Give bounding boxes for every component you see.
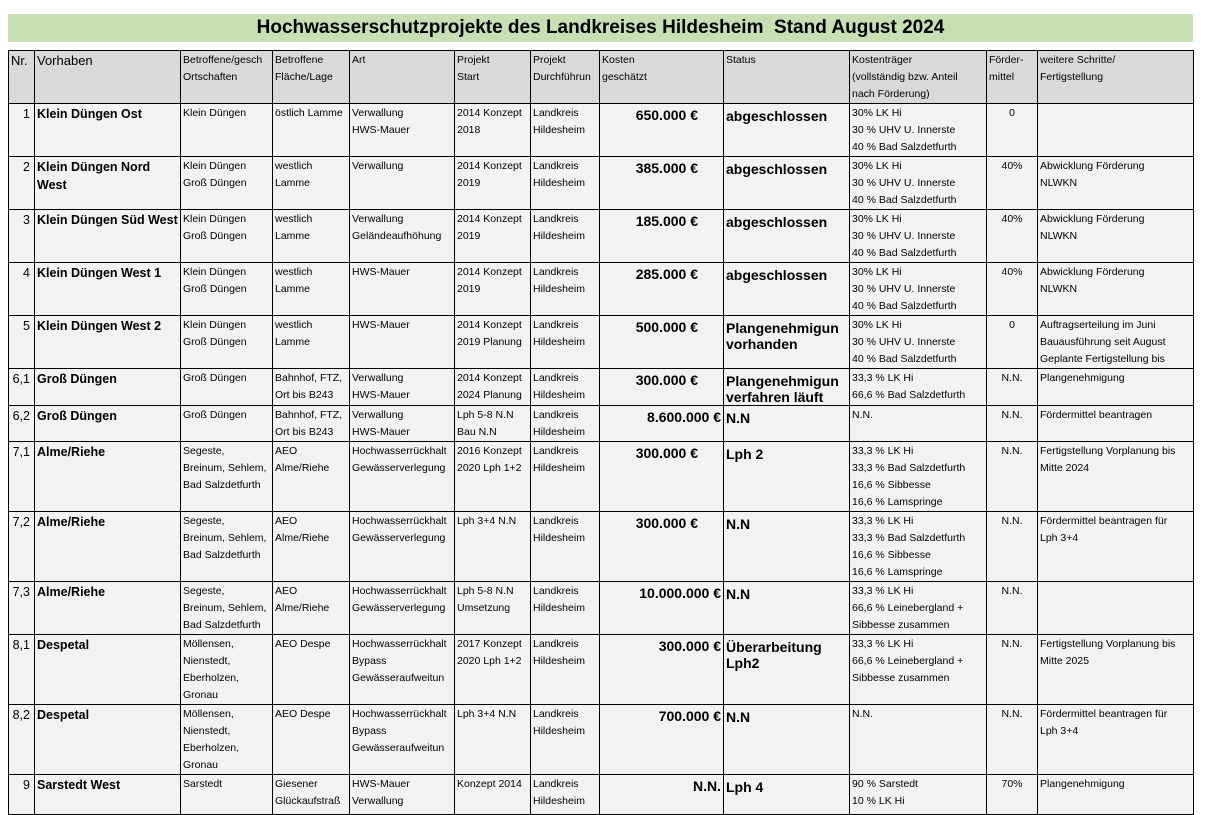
cell-status: abgeschlossen	[724, 210, 850, 263]
cell-art: Hochwasserrückhalt Gewässerverlegung	[350, 442, 455, 512]
cell-nr: 8,2	[9, 705, 35, 775]
table-row	[9, 635, 1194, 705]
cell-ortschaften: Groß Düngen	[181, 369, 273, 406]
header-foerdermittel: Förder- mittel	[987, 51, 1038, 104]
table-row	[9, 775, 1194, 815]
cell-schritte: Abwicklung Förderung NLWKN	[1038, 263, 1194, 316]
cell-schritte: Plangenehmigung	[1038, 369, 1194, 406]
cell-durchfuehrung: Landkreis Hildesheim	[531, 157, 600, 210]
cell-ortschaften: Sarstedt	[181, 775, 273, 815]
header-flaeche: Betroffene Fläche/Lage	[273, 51, 350, 104]
cell-kosten: 500.000 €	[600, 316, 724, 369]
cell-ortschaften: Groß Düngen	[181, 406, 273, 442]
cell-status: N.N	[724, 582, 850, 635]
table-body	[9, 104, 1194, 815]
cell-kosten: 285.000 €	[600, 263, 724, 316]
cell-art: HWS-Mauer	[350, 316, 455, 369]
table-header-row	[9, 51, 1194, 104]
cell-schritte: Fördermittel beantragen für Lph 3+4	[1038, 705, 1194, 775]
cell-status: Lph 2	[724, 442, 850, 512]
cell-vorhaben: Despetal	[35, 705, 181, 775]
cell-start: 2017 Konzept 2020 Lph 1+2	[455, 635, 531, 705]
table-row	[9, 512, 1194, 582]
table-row	[9, 104, 1194, 157]
cell-kostentraeger: N.N.	[850, 406, 987, 442]
cell-start: Lph 5-8 N.N Umsetzung	[455, 582, 531, 635]
cell-nr: 6,1	[9, 369, 35, 406]
cell-kosten: 300.000 €	[600, 635, 724, 705]
cell-vorhaben: Klein Düngen West 1	[35, 263, 181, 316]
cell-flaeche: Bahnhof, FTZ, Ort bis B243	[273, 369, 350, 406]
cell-kostentraeger: 33,3 % LK Hi 66,6 % Bad Salzdetfurth	[850, 369, 987, 406]
cell-status: N.N	[724, 406, 850, 442]
cell-status: abgeschlossen	[724, 263, 850, 316]
cell-durchfuehrung: Landkreis Hildesheim	[531, 635, 600, 705]
table-row	[9, 705, 1194, 775]
cell-flaeche: AEO Alme/Riehe	[273, 442, 350, 512]
header-status: Status	[724, 51, 850, 104]
cell-start: Lph 3+4 N.N	[455, 705, 531, 775]
cell-vorhaben: Groß Düngen	[35, 406, 181, 442]
header-vorhaben: Vorhaben	[35, 51, 181, 104]
cell-flaeche: AEO Alme/Riehe	[273, 512, 350, 582]
cell-flaeche: Bahnhof, FTZ, Ort bis B243	[273, 406, 350, 442]
cell-status: abgeschlossen	[724, 104, 850, 157]
cell-start: 2014 Konzept 2024 Planung	[455, 369, 531, 406]
cell-art: Verwallung HWS-Mauer	[350, 104, 455, 157]
cell-foerdermittel: N.N.	[987, 705, 1038, 775]
cell-status: N.N	[724, 512, 850, 582]
cell-flaeche: Giesener Glückaufstraß	[273, 775, 350, 815]
cell-status: abgeschlossen	[724, 157, 850, 210]
cell-art: Hochwasserrückhalt Bypass Gewässeraufweitun	[350, 705, 455, 775]
cell-durchfuehrung: Landkreis Hildesheim	[531, 104, 600, 157]
cell-ortschaften: Segeste, Breinum, Sehlem, Bad Salzdetfurth	[181, 512, 273, 582]
cell-status: Überarbeitung Lph2	[724, 635, 850, 705]
cell-kostentraeger: 30% LK Hi 30 % UHV U. Innerste 40 % Bad Salzdetfurth	[850, 316, 987, 369]
cell-foerdermittel: 40%	[987, 263, 1038, 316]
cell-nr: 7,3	[9, 582, 35, 635]
cell-nr: 2	[9, 157, 35, 210]
cell-flaeche: östlich Lamme	[273, 104, 350, 157]
cell-foerdermittel: N.N.	[987, 582, 1038, 635]
cell-start: 2014 Konzept 2019	[455, 157, 531, 210]
cell-vorhaben: Sarstedt West	[35, 775, 181, 815]
header-start: Projekt Start	[455, 51, 531, 104]
cell-durchfuehrung: Landkreis Hildesheim	[531, 210, 600, 263]
cell-status: Lph 4	[724, 775, 850, 815]
projects-table	[8, 50, 1194, 815]
cell-nr: 5	[9, 316, 35, 369]
cell-start: Konzept 2014	[455, 775, 531, 815]
cell-vorhaben: Klein Düngen Süd West	[35, 210, 181, 263]
cell-schritte: Plangenehmigung	[1038, 775, 1194, 815]
cell-kosten: 650.000 €	[600, 104, 724, 157]
cell-vorhaben: Groß Düngen	[35, 369, 181, 406]
table-row	[9, 369, 1194, 406]
cell-ortschaften: Klein Düngen Groß Düngen	[181, 316, 273, 369]
table-row	[9, 442, 1194, 512]
cell-kosten: 300.000 €	[600, 369, 724, 406]
header-schritte: weitere Schritte/ Fertigstellung	[1038, 51, 1194, 104]
cell-start: 2014 Konzept 2019	[455, 263, 531, 316]
cell-foerdermittel: 0	[987, 104, 1038, 157]
cell-kosten: 10.000.000 €	[600, 582, 724, 635]
cell-kostentraeger: 30% LK Hi 30 % UHV U. Innerste 40 % Bad Salzdetfurth	[850, 104, 987, 157]
cell-ortschaften: Möllensen, Nienstedt, Eberholzen, Gronau	[181, 635, 273, 705]
cell-start: 2016 Konzept 2020 Lph 1+2	[455, 442, 531, 512]
cell-status: Plangenehmigun verfahren läuft	[724, 369, 850, 406]
cell-schritte	[1038, 104, 1194, 157]
cell-foerdermittel: N.N.	[987, 635, 1038, 705]
table-row	[9, 582, 1194, 635]
cell-nr: 3	[9, 210, 35, 263]
cell-art: HWS-Mauer	[350, 263, 455, 316]
cell-art: Verwallung	[350, 157, 455, 210]
cell-schritte: Fertigstellung Vorplanung bis Mitte 2024	[1038, 442, 1194, 512]
header-kosten: Kosten geschätzt	[600, 51, 724, 104]
cell-flaeche: westlich Lamme	[273, 157, 350, 210]
cell-flaeche: AEO Despe	[273, 635, 350, 705]
cell-nr: 7,2	[9, 512, 35, 582]
cell-kosten: 300.000 €	[600, 442, 724, 512]
cell-kosten: 8.600.000 €	[600, 406, 724, 442]
cell-flaeche: AEO Despe	[273, 705, 350, 775]
cell-schritte: Abwicklung Förderung NLWKN	[1038, 210, 1194, 263]
cell-durchfuehrung: Landkreis Hildesheim	[531, 442, 600, 512]
cell-foerdermittel: N.N.	[987, 369, 1038, 406]
cell-schritte	[1038, 582, 1194, 635]
cell-vorhaben: Klein Düngen West 2	[35, 316, 181, 369]
cell-vorhaben: Alme/Riehe	[35, 512, 181, 582]
cell-durchfuehrung: Landkreis Hildesheim	[531, 263, 600, 316]
cell-art: Verwallung HWS-Mauer	[350, 369, 455, 406]
cell-kosten: 700.000 €	[600, 705, 724, 775]
cell-vorhaben: Alme/Riehe	[35, 442, 181, 512]
cell-kosten: 185.000 €	[600, 210, 724, 263]
cell-vorhaben: Klein Düngen Nord West	[35, 157, 181, 210]
cell-durchfuehrung: Landkreis Hildesheim	[531, 705, 600, 775]
cell-schritte: Fördermittel beantragen für Lph 3+4	[1038, 512, 1194, 582]
cell-vorhaben: Alme/Riehe	[35, 582, 181, 635]
table-row	[9, 210, 1194, 263]
cell-nr: 1	[9, 104, 35, 157]
cell-nr: 8,1	[9, 635, 35, 705]
projects-table-container	[8, 50, 1193, 815]
page-title: Hochwasserschutzprojekte des Landkreises Hildesheim Stand August 2024	[8, 14, 1193, 42]
cell-flaeche: westlich Lamme	[273, 210, 350, 263]
cell-foerdermittel: 40%	[987, 157, 1038, 210]
cell-foerdermittel: 70%	[987, 775, 1038, 815]
cell-art: Verwallung Geländeaufhöhung	[350, 210, 455, 263]
cell-art: HWS-Mauer Verwallung	[350, 775, 455, 815]
cell-kostentraeger: 90 % Sarstedt 10 % LK Hi	[850, 775, 987, 815]
cell-status: N.N	[724, 705, 850, 775]
cell-flaeche: AEO Alme/Riehe	[273, 582, 350, 635]
table-row	[9, 263, 1194, 316]
cell-schritte: Fördermittel beantragen	[1038, 406, 1194, 442]
cell-start: 2014 Konzept 2018	[455, 104, 531, 157]
cell-ortschaften: Möllensen, Nienstedt, Eberholzen, Gronau	[181, 705, 273, 775]
cell-nr: 7,1	[9, 442, 35, 512]
cell-nr: 4	[9, 263, 35, 316]
cell-art: Hochwasserrückhalt Gewässerverlegung	[350, 512, 455, 582]
cell-ortschaften: Klein Düngen Groß Düngen	[181, 210, 273, 263]
cell-flaeche: westlich Lamme	[273, 316, 350, 369]
cell-art: Hochwasserrückhalt Bypass Gewässeraufweitun	[350, 635, 455, 705]
cell-vorhaben: Despetal	[35, 635, 181, 705]
table-row	[9, 406, 1194, 442]
cell-start: 2014 Konzept 2019 Planung	[455, 316, 531, 369]
cell-kostentraeger: 30% LK Hi 30 % UHV U. Innerste 40 % Bad Salzdetfurth	[850, 210, 987, 263]
cell-kosten: N.N.	[600, 775, 724, 815]
cell-foerdermittel: N.N.	[987, 406, 1038, 442]
cell-kostentraeger: 33,3 % LK Hi 33,3 % Bad Salzdetfurth 16,6 % Sibbesse 16,6 % Lamspringe	[850, 442, 987, 512]
cell-durchfuehrung: Landkreis Hildesheim	[531, 512, 600, 582]
cell-kostentraeger: N.N.	[850, 705, 987, 775]
cell-foerdermittel: 0	[987, 316, 1038, 369]
cell-flaeche: westlich Lamme	[273, 263, 350, 316]
cell-foerdermittel: 40%	[987, 210, 1038, 263]
cell-ortschaften: Segeste, Breinum, Sehlem, Bad Salzdetfurth	[181, 442, 273, 512]
cell-kostentraeger: 30% LK Hi 30 % UHV U. Innerste 40 % Bad Salzdetfurth	[850, 263, 987, 316]
cell-kosten: 300.000 €	[600, 512, 724, 582]
cell-ortschaften: Klein Düngen Groß Düngen	[181, 157, 273, 210]
cell-foerdermittel: N.N.	[987, 442, 1038, 512]
cell-start: Lph 5-8 N.N Bau N.N	[455, 406, 531, 442]
cell-art: Hochwasserrückhalt Gewässerverlegung	[350, 582, 455, 635]
header-art: Art	[350, 51, 455, 104]
header-durchfuehrung: Projekt Durchführun	[531, 51, 600, 104]
cell-status: Plangenehmigun vorhanden	[724, 316, 850, 369]
cell-durchfuehrung: Landkreis Hildesheim	[531, 775, 600, 815]
cell-start: Lph 3+4 N.N	[455, 512, 531, 582]
cell-kostentraeger: 33,3 % LK Hi 66,6 % Leinebergland + Sibbesse zusammen	[850, 582, 987, 635]
cell-schritte: Abwicklung Förderung NLWKN	[1038, 157, 1194, 210]
cell-nr: 9	[9, 775, 35, 815]
cell-kostentraeger: 33,3 % LK Hi 33,3 % Bad Salzdetfurth 16,6 % Sibbesse 16,6 % Lamspringe	[850, 512, 987, 582]
cell-durchfuehrung: Landkreis Hildesheim	[531, 406, 600, 442]
cell-durchfuehrung: Landkreis Hildesheim	[531, 369, 600, 406]
table-row	[9, 316, 1194, 369]
cell-kosten: 385.000 €	[600, 157, 724, 210]
cell-vorhaben: Klein Düngen Ost	[35, 104, 181, 157]
cell-schritte: Auftragserteilung im Juni Bauausführung seit August Geplante Fertigstellung bis	[1038, 316, 1194, 369]
cell-schritte: Fertigstellung Vorplanung bis Mitte 2025	[1038, 635, 1194, 705]
cell-durchfuehrung: Landkreis Hildesheim	[531, 316, 600, 369]
cell-ortschaften: Klein Düngen	[181, 104, 273, 157]
cell-start: 2014 Konzept 2019	[455, 210, 531, 263]
cell-durchfuehrung: Landkreis Hildesheim	[531, 582, 600, 635]
cell-kostentraeger: 33,3 % LK Hi 66,6 % Leinebergland + Sibbesse zusammen	[850, 635, 987, 705]
cell-nr: 6,2	[9, 406, 35, 442]
cell-art: Verwallung HWS-Mauer	[350, 406, 455, 442]
table-row	[9, 157, 1194, 210]
header-kostentraeger: Kostenträger (vollständig bzw. Anteil nach Förderung)	[850, 51, 987, 104]
cell-kostentraeger: 30% LK Hi 30 % UHV U. Innerste 40 % Bad Salzdetfurth	[850, 157, 987, 210]
header-nr: Nr.	[9, 51, 35, 104]
cell-foerdermittel: N.N.	[987, 512, 1038, 582]
cell-ortschaften: Klein Düngen Groß Düngen	[181, 263, 273, 316]
cell-ortschaften: Segeste, Breinum, Sehlem, Bad Salzdetfurth	[181, 582, 273, 635]
header-ortschaften: Betroffene/gesch Ortschaften	[181, 51, 273, 104]
